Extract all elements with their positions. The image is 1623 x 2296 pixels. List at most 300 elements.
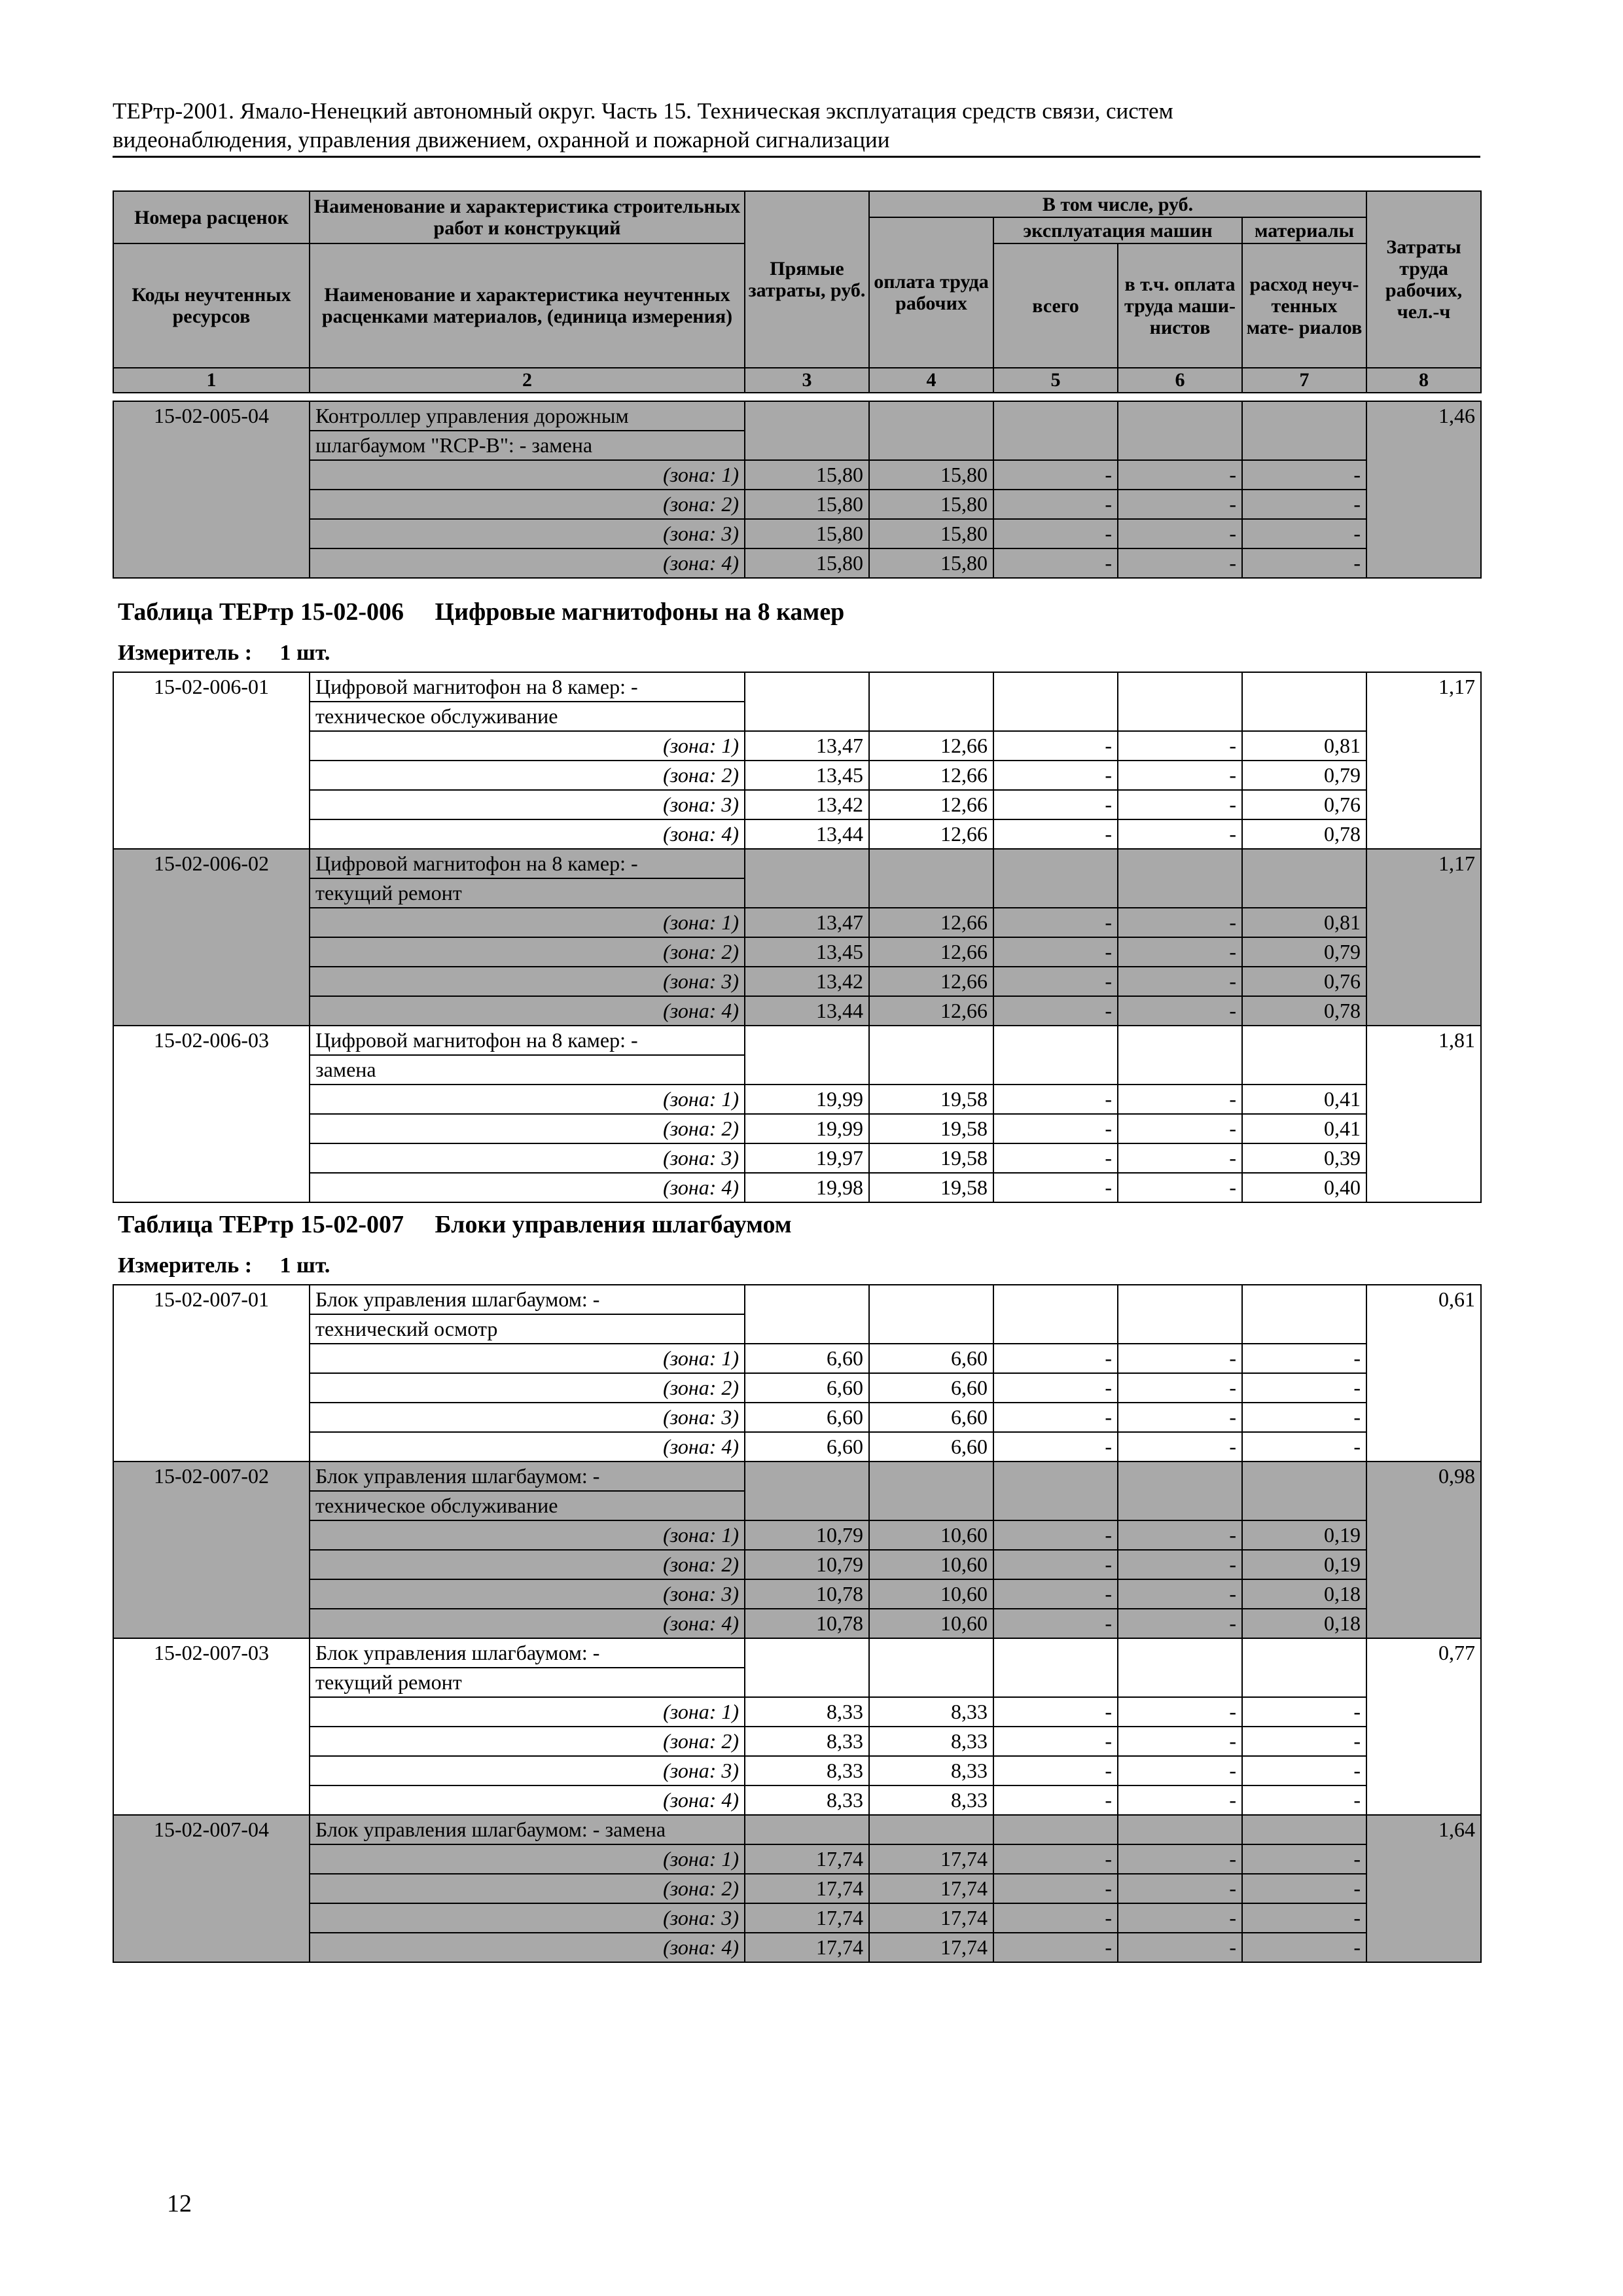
- machine-cost: -: [993, 1609, 1118, 1638]
- machine-cost: -: [993, 460, 1118, 490]
- col3-header: Прямые затраты, руб.: [745, 191, 869, 368]
- zone-label: (зона: 1): [310, 1344, 745, 1373]
- worker-pay: 15,80: [869, 548, 993, 578]
- direct-cost: 10,79: [745, 1520, 869, 1550]
- machine-cost: -: [993, 1785, 1118, 1815]
- worker-pay: 12,66: [869, 761, 993, 790]
- worker-pay: 8,33: [869, 1756, 993, 1785]
- machinist-pay: -: [1118, 819, 1242, 849]
- zone-label: (зона: 3): [310, 967, 745, 996]
- zone-label: (зона: 4): [310, 548, 745, 578]
- direct-cost: 19,97: [745, 1143, 869, 1173]
- zone-label: (зона: 4): [310, 1933, 745, 1962]
- machinist-pay: -: [1118, 731, 1242, 761]
- worker-pay: 15,80: [869, 490, 993, 519]
- empty-cell: [993, 849, 1118, 908]
- rate-description: Цифровой магнитофон на 8 камер: -: [310, 672, 745, 702]
- machine-cost: -: [993, 1344, 1118, 1373]
- direct-cost: 13,42: [745, 790, 869, 819]
- machinist-pay: -: [1118, 1085, 1242, 1114]
- material-cost: 0,40: [1242, 1173, 1366, 1202]
- empty-cell: [1242, 1815, 1366, 1844]
- col-number: 1: [113, 368, 310, 393]
- table-row: [113, 1285, 1481, 1314]
- empty-cell: [1242, 401, 1366, 460]
- machine-cost: -: [993, 908, 1118, 937]
- direct-cost: 6,60: [745, 1373, 869, 1403]
- material-cost: -: [1242, 1344, 1366, 1373]
- column-header-table: [113, 190, 1482, 393]
- machinist-pay: -: [1118, 967, 1242, 996]
- zone-label: (зона: 4): [310, 1785, 745, 1815]
- empty-cell: [745, 672, 869, 731]
- direct-cost: 6,60: [745, 1403, 869, 1432]
- col6-header: в т.ч. оплата труда маши- нистов: [1118, 243, 1242, 368]
- machines-header: эксплуатация машин: [993, 217, 1242, 243]
- rate-description: текущий ремонт: [310, 878, 745, 908]
- machinist-pay: -: [1118, 1550, 1242, 1579]
- measure-line-15-02-007: Измеритель : 1 шт.: [118, 1253, 330, 1278]
- machine-cost: -: [993, 937, 1118, 967]
- empty-cell: [1118, 401, 1242, 460]
- direct-cost: 15,80: [745, 519, 869, 548]
- labor-hours: 1,17: [1366, 672, 1481, 849]
- empty-cell: [869, 1026, 993, 1085]
- material-cost: -: [1242, 1727, 1366, 1756]
- material-cost: -: [1242, 1403, 1366, 1432]
- machinist-pay: -: [1118, 460, 1242, 490]
- empty-cell: [745, 1815, 869, 1844]
- zone-label: (зона: 3): [310, 790, 745, 819]
- empty-cell: [1118, 672, 1242, 731]
- empty-cell: [1118, 1026, 1242, 1085]
- col8-header: Затраты труда рабочих, чел.-ч: [1366, 191, 1481, 368]
- worker-pay: 8,33: [869, 1727, 993, 1756]
- zone-label: (зона: 1): [310, 731, 745, 761]
- empty-cell: [869, 1462, 993, 1520]
- machinist-pay: -: [1118, 519, 1242, 548]
- direct-cost: 8,33: [745, 1785, 869, 1815]
- table-row: [113, 401, 1481, 431]
- labor-hours: 0,77: [1366, 1638, 1481, 1815]
- machinist-pay: -: [1118, 1933, 1242, 1962]
- machine-cost: -: [993, 819, 1118, 849]
- table-row: [113, 1114, 1481, 1143]
- rate-code: 15-02-007-04: [113, 1815, 310, 1962]
- empty-cell: [745, 1026, 869, 1085]
- zone-label: (зона: 1): [310, 908, 745, 937]
- col-number: 8: [1366, 368, 1481, 393]
- zone-label: (зона: 2): [310, 761, 745, 790]
- machine-cost: -: [993, 996, 1118, 1026]
- empty-cell: [1118, 1285, 1242, 1344]
- machine-cost: -: [993, 1874, 1118, 1903]
- rate-code: 15-02-006-01: [113, 672, 310, 849]
- worker-pay: 12,66: [869, 937, 993, 967]
- zone-label: (зона: 1): [310, 1697, 745, 1727]
- empty-cell: [869, 1285, 993, 1344]
- material-cost: 0,41: [1242, 1085, 1366, 1114]
- col2-bottom-header: Наименование и характеристика неучтенных расценками материалов, (единица измерения): [310, 243, 745, 368]
- rate-description: техническое обслуживание: [310, 702, 745, 731]
- material-cost: 0,79: [1242, 937, 1366, 967]
- table-row: [113, 1727, 1481, 1756]
- empty-cell: [869, 1638, 993, 1697]
- rate-code: 15-02-007-01: [113, 1285, 310, 1462]
- direct-cost: 10,78: [745, 1579, 869, 1609]
- zone-label: (зона: 2): [310, 1114, 745, 1143]
- worker-pay: 12,66: [869, 908, 993, 937]
- direct-cost: 19,99: [745, 1085, 869, 1114]
- material-cost: -: [1242, 1903, 1366, 1933]
- rate-description: шлагбаумом "RCP-B": - замена: [310, 431, 745, 460]
- table-row: [113, 967, 1481, 996]
- table-row: [113, 519, 1481, 548]
- material-cost: 0,81: [1242, 731, 1366, 761]
- material-cost: -: [1242, 1697, 1366, 1727]
- direct-cost: 13,47: [745, 908, 869, 937]
- direct-cost: 13,45: [745, 761, 869, 790]
- zone-label: (зона: 4): [310, 819, 745, 849]
- table-row: [113, 996, 1481, 1026]
- worker-pay: 12,66: [869, 967, 993, 996]
- material-cost: -: [1242, 1874, 1366, 1903]
- empty-cell: [745, 849, 869, 908]
- empty-cell: [993, 401, 1118, 460]
- table-row: [113, 761, 1481, 790]
- rate-code: 15-02-007-02: [113, 1462, 310, 1638]
- direct-cost: 13,42: [745, 967, 869, 996]
- material-cost: -: [1242, 460, 1366, 490]
- zone-label: (зона: 3): [310, 1403, 745, 1432]
- zone-label: (зона: 4): [310, 1432, 745, 1462]
- empty-cell: [993, 1285, 1118, 1344]
- table-row: [113, 1344, 1481, 1373]
- rates-table-15-02-007: [113, 1284, 1482, 1963]
- machine-cost: -: [993, 731, 1118, 761]
- worker-pay: 12,66: [869, 790, 993, 819]
- machinist-pay: -: [1118, 1344, 1242, 1373]
- direct-cost: 8,33: [745, 1756, 869, 1785]
- worker-pay: 12,66: [869, 819, 993, 849]
- machinist-pay: -: [1118, 1874, 1242, 1903]
- worker-pay: 8,33: [869, 1785, 993, 1815]
- table-row: [113, 548, 1481, 578]
- empty-cell: [745, 1462, 869, 1520]
- machine-cost: -: [993, 1579, 1118, 1609]
- machinist-pay: -: [1118, 1373, 1242, 1403]
- zone-label: (зона: 1): [310, 1085, 745, 1114]
- zone-label: (зона: 2): [310, 490, 745, 519]
- direct-cost: 13,45: [745, 937, 869, 967]
- labor-hours: 1,46: [1366, 401, 1481, 578]
- worker-pay: 6,60: [869, 1373, 993, 1403]
- col1-bottom-header: Коды неучтенных ресурсов: [113, 243, 310, 368]
- material-cost: 0,76: [1242, 967, 1366, 996]
- worker-pay: 10,60: [869, 1609, 993, 1638]
- machinist-pay: -: [1118, 1173, 1242, 1202]
- machine-cost: -: [993, 490, 1118, 519]
- zone-label: (зона: 2): [310, 1874, 745, 1903]
- machinist-pay: -: [1118, 908, 1242, 937]
- machine-cost: -: [993, 1520, 1118, 1550]
- table-row: [113, 460, 1481, 490]
- material-cost: -: [1242, 1785, 1366, 1815]
- empty-cell: [869, 1815, 993, 1844]
- table-row: [113, 490, 1481, 519]
- material-cost: 0,78: [1242, 996, 1366, 1026]
- empty-cell: [993, 1026, 1118, 1085]
- zone-label: (зона: 4): [310, 996, 745, 1026]
- machinist-pay: -: [1118, 548, 1242, 578]
- worker-pay: 19,58: [869, 1114, 993, 1143]
- labor-hours: 1,17: [1366, 849, 1481, 1026]
- worker-pay: 17,74: [869, 1933, 993, 1962]
- column-numbers-row: [113, 368, 1481, 393]
- table-row: [113, 1173, 1481, 1202]
- zone-label: (зона: 3): [310, 1903, 745, 1933]
- worker-pay: 15,80: [869, 519, 993, 548]
- machine-cost: -: [993, 1903, 1118, 1933]
- empty-cell: [745, 1638, 869, 1697]
- table-row: [113, 1143, 1481, 1173]
- direct-cost: 15,80: [745, 548, 869, 578]
- machinist-pay: -: [1118, 996, 1242, 1026]
- direct-cost: 13,47: [745, 731, 869, 761]
- rate-description: Блок управления шлагбаумом: -: [310, 1638, 745, 1668]
- machinist-pay: -: [1118, 761, 1242, 790]
- table-row: [113, 731, 1481, 761]
- empty-cell: [1242, 672, 1366, 731]
- table-row: [113, 849, 1481, 878]
- worker-pay: 10,60: [869, 1579, 993, 1609]
- material-cost: -: [1242, 1933, 1366, 1962]
- empty-cell: [1242, 1285, 1366, 1344]
- table-row: [113, 1874, 1481, 1903]
- empty-cell: [869, 672, 993, 731]
- col-number: 6: [1118, 368, 1242, 393]
- material-cost: 0,81: [1242, 908, 1366, 937]
- worker-pay: 17,74: [869, 1903, 993, 1933]
- empty-cell: [993, 1462, 1118, 1520]
- col-number: 4: [869, 368, 993, 393]
- machinist-pay: -: [1118, 1403, 1242, 1432]
- material-cost: 0,18: [1242, 1579, 1366, 1609]
- empty-cell: [869, 849, 993, 908]
- header-line-1: ТЕРтр-2001. Ямало-Ненецкий автономный округ. Часть 15. Техническая эксплуатация средств связи, систем: [113, 98, 1173, 124]
- machine-cost: -: [993, 761, 1118, 790]
- zone-label: (зона: 3): [310, 1143, 745, 1173]
- direct-cost: 10,78: [745, 1609, 869, 1638]
- worker-pay: 19,58: [869, 1085, 993, 1114]
- page-header: [113, 97, 1480, 158]
- worker-pay: 17,74: [869, 1844, 993, 1874]
- section-title-15-02-006: Таблица ТЕРтр 15-02-006 Цифровые магнитофоны на 8 камер: [118, 598, 845, 626]
- material-cost: 0,41: [1242, 1114, 1366, 1143]
- machine-cost: -: [993, 1933, 1118, 1962]
- empty-cell: [745, 1285, 869, 1344]
- empty-cell: [993, 1815, 1118, 1844]
- incl-header: В том числе, руб.: [869, 191, 1366, 217]
- empty-cell: [1118, 1462, 1242, 1520]
- col-number: 2: [310, 368, 745, 393]
- rate-code: 15-02-005-04: [113, 401, 310, 578]
- table-row: [113, 1756, 1481, 1785]
- direct-cost: 10,79: [745, 1550, 869, 1579]
- zone-label: (зона: 4): [310, 1173, 745, 1202]
- table-row: [113, 1844, 1481, 1874]
- machinist-pay: -: [1118, 1756, 1242, 1785]
- zone-label: (зона: 3): [310, 519, 745, 548]
- rate-code: 15-02-006-02: [113, 849, 310, 1026]
- col2-top-header: Наименование и характеристика строительных работ и конструкций: [310, 191, 745, 243]
- material-cost: -: [1242, 1432, 1366, 1462]
- empty-cell: [1242, 849, 1366, 908]
- section-title-15-02-007: Таблица ТЕРтр 15-02-007 Блоки управления шлагбаумом: [118, 1211, 792, 1238]
- machinist-pay: -: [1118, 1432, 1242, 1462]
- table-row: [113, 937, 1481, 967]
- machine-cost: -: [993, 1114, 1118, 1143]
- direct-cost: 17,74: [745, 1903, 869, 1933]
- material-cost: 0,79: [1242, 761, 1366, 790]
- machinist-pay: -: [1118, 1609, 1242, 1638]
- material-cost: -: [1242, 519, 1366, 548]
- machinist-pay: -: [1118, 790, 1242, 819]
- machinist-pay: -: [1118, 1903, 1242, 1933]
- rate-code: 15-02-006-03: [113, 1026, 310, 1202]
- direct-cost: 15,80: [745, 490, 869, 519]
- rate-description: техническое обслуживание: [310, 1491, 745, 1520]
- table-row: [113, 1638, 1481, 1668]
- col-number: 5: [993, 368, 1118, 393]
- zone-label: (зона: 3): [310, 1579, 745, 1609]
- machine-cost: -: [993, 1403, 1118, 1432]
- machine-cost: -: [993, 1085, 1118, 1114]
- col4-header: оплата труда рабочих: [869, 217, 993, 368]
- zone-label: (зона: 1): [310, 460, 745, 490]
- worker-pay: 19,58: [869, 1143, 993, 1173]
- zone-label: (зона: 1): [310, 1520, 745, 1550]
- col-number: 7: [1242, 368, 1366, 393]
- measure-line-15-02-006: Измеритель : 1 шт.: [118, 641, 330, 665]
- table-row: [113, 1697, 1481, 1727]
- machinist-pay: -: [1118, 1697, 1242, 1727]
- rate-description: текущий ремонт: [310, 1668, 745, 1697]
- material-cost: 0,19: [1242, 1520, 1366, 1550]
- empty-cell: [745, 401, 869, 460]
- labor-hours: 0,61: [1366, 1285, 1481, 1462]
- material-cost: 0,39: [1242, 1143, 1366, 1173]
- machine-cost: -: [993, 1432, 1118, 1462]
- rate-description: Блок управления шлагбаумом: - замена: [310, 1815, 745, 1844]
- zone-label: (зона: 1): [310, 1844, 745, 1874]
- table-row: [113, 1520, 1481, 1550]
- col5-header: всего: [993, 243, 1118, 368]
- direct-cost: 8,33: [745, 1727, 869, 1756]
- machine-cost: -: [993, 790, 1118, 819]
- direct-cost: 19,98: [745, 1173, 869, 1202]
- worker-pay: 6,60: [869, 1403, 993, 1432]
- rate-description: Цифровой магнитофон на 8 камер: -: [310, 1026, 745, 1055]
- worker-pay: 17,74: [869, 1874, 993, 1903]
- zone-label: (зона: 2): [310, 1550, 745, 1579]
- col1-top-header: Номера расценок: [113, 191, 310, 243]
- materials-header: материалы: [1242, 217, 1366, 243]
- machinist-pay: -: [1118, 1520, 1242, 1550]
- worker-pay: 19,58: [869, 1173, 993, 1202]
- empty-cell: [869, 401, 993, 460]
- rate-description: Цифровой магнитофон на 8 камер: -: [310, 849, 745, 878]
- machine-cost: -: [993, 1550, 1118, 1579]
- machine-cost: -: [993, 967, 1118, 996]
- rates-table-15-02-005: [113, 401, 1482, 579]
- direct-cost: 13,44: [745, 996, 869, 1026]
- zone-label: (зона: 2): [310, 937, 745, 967]
- material-cost: -: [1242, 1373, 1366, 1403]
- material-cost: 0,76: [1242, 790, 1366, 819]
- machine-cost: -: [993, 519, 1118, 548]
- empty-cell: [1118, 849, 1242, 908]
- empty-cell: [1242, 1638, 1366, 1697]
- rates-table-15-02-006: [113, 672, 1482, 1203]
- labor-hours: 1,64: [1366, 1815, 1481, 1962]
- direct-cost: 15,80: [745, 460, 869, 490]
- worker-pay: 15,80: [869, 460, 993, 490]
- table-row: [113, 1579, 1481, 1609]
- labor-hours: 1,81: [1366, 1026, 1481, 1202]
- page-number: 12: [167, 2190, 192, 2217]
- rate-code: 15-02-007-03: [113, 1638, 310, 1815]
- empty-cell: [993, 672, 1118, 731]
- table-row: [113, 1903, 1481, 1933]
- worker-pay: 10,60: [869, 1520, 993, 1550]
- material-cost: 0,78: [1242, 819, 1366, 849]
- labor-hours: 0,98: [1366, 1462, 1481, 1638]
- table-row: [113, 1815, 1481, 1844]
- material-cost: -: [1242, 490, 1366, 519]
- table-row: [113, 790, 1481, 819]
- machine-cost: -: [993, 1844, 1118, 1874]
- direct-cost: 8,33: [745, 1697, 869, 1727]
- machine-cost: -: [993, 1756, 1118, 1785]
- machine-cost: -: [993, 1173, 1118, 1202]
- machinist-pay: -: [1118, 1727, 1242, 1756]
- worker-pay: 6,60: [869, 1344, 993, 1373]
- material-cost: 0,19: [1242, 1550, 1366, 1579]
- machine-cost: -: [993, 548, 1118, 578]
- table-row: [113, 819, 1481, 849]
- direct-cost: 19,99: [745, 1114, 869, 1143]
- rate-description: Контроллер управления дорожным: [310, 401, 745, 431]
- empty-cell: [1242, 1462, 1366, 1520]
- table-row: [113, 1432, 1481, 1462]
- machinist-pay: -: [1118, 1785, 1242, 1815]
- col7-header: расход неуч- тенных мате- риалов: [1242, 243, 1366, 368]
- machine-cost: -: [993, 1727, 1118, 1756]
- machinist-pay: -: [1118, 490, 1242, 519]
- table-row: [113, 1609, 1481, 1638]
- worker-pay: 6,60: [869, 1432, 993, 1462]
- rate-description: Блок управления шлагбаумом: -: [310, 1462, 745, 1491]
- material-cost: -: [1242, 548, 1366, 578]
- worker-pay: 12,66: [869, 731, 993, 761]
- machinist-pay: -: [1118, 1143, 1242, 1173]
- material-cost: 0,18: [1242, 1609, 1366, 1638]
- machinist-pay: -: [1118, 1579, 1242, 1609]
- table-row: [113, 1933, 1481, 1962]
- direct-cost: 17,74: [745, 1874, 869, 1903]
- direct-cost: 6,60: [745, 1432, 869, 1462]
